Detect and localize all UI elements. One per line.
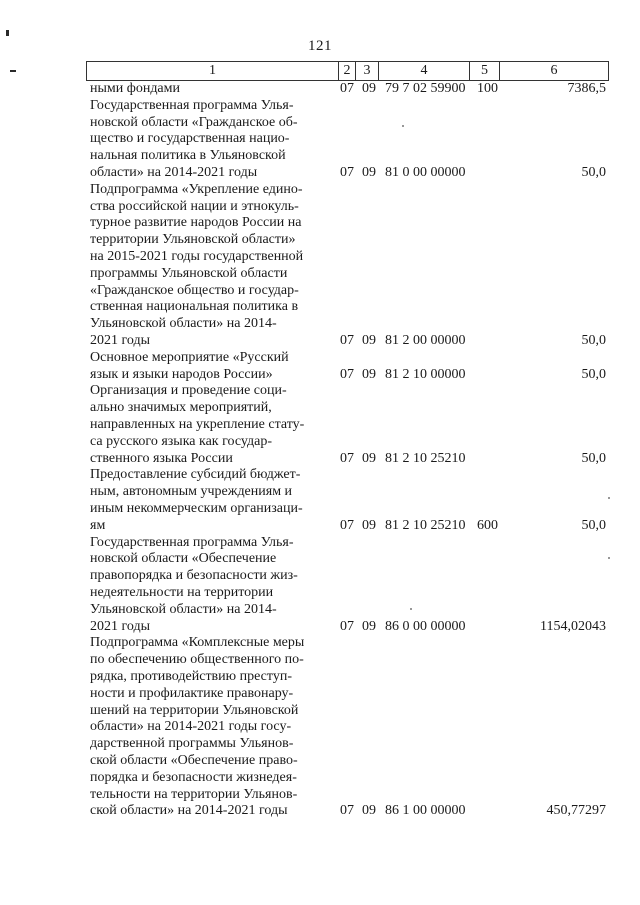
row-description-line: программы Ульяновской области [90,265,288,281]
row-amount: 7386,5 [567,81,606,96]
row-subsection-code: 09 [362,803,376,819]
row-amount: 50,0 [581,366,606,382]
row-description-line: 2021 годы [90,618,151,634]
page-number: 121 [308,38,332,54]
row-description-line: язык и языки народов России» [90,366,273,382]
row-description-line: правопорядка и безопасности жиз- [90,568,298,584]
row-description [90,350,335,384]
row-amount: 50,0 [581,333,606,348]
row-description-line: Подпрограмма «Комплексные меры [90,635,305,651]
row-subsection-code: 09 [362,333,376,348]
row-description-line: новской области «Гражданское об- [90,114,298,130]
row-description-line: Подпрограмма «Укрепление едино- [90,181,303,197]
row-section-code: 07 [340,165,354,180]
row-amount: 50,0 [581,165,606,180]
row-description [90,535,335,636]
row-description-line: территории Ульяновской области» [90,232,296,248]
row-description-line: ными фондами [90,81,181,96]
row-section-code: 07 [340,517,354,533]
row-description-line: направленных на укрепление стату- [90,416,305,432]
row-description-line: нальная политика в Ульяновской [90,148,286,164]
row-description-line: шений на территории Ульяновской [90,702,299,718]
row-amount: 450,77297 [546,803,606,819]
header-col-1: 1 [87,62,339,80]
row-description-line: ности и профилактике правонару- [90,685,294,701]
row-description-line: области» на 2014-2021 годы госу- [90,719,292,735]
row-description-line: Ульяновской области» на 2014- [90,316,277,332]
row-description-line: ально значимых мероприятий, [90,400,272,416]
row-description-line: рядка, противодействию преступ- [90,668,292,684]
row-description-line: дарственной программы Ульянов- [90,736,294,752]
row-description-line: тельности на территории Ульянов- [90,786,298,802]
header-col-5: 5 [470,62,500,80]
row-section-code: 07 [340,803,354,819]
row-section-code: 07 [340,366,354,382]
row-description [90,383,335,467]
row-target-article-code: 81 2 10 00000 [385,366,466,382]
row-description-line: Предоставление субсидий бюджет- [90,467,301,483]
row-description [90,182,335,350]
row-description-line: Организация и проведение соци- [90,383,287,399]
scan-dot [402,125,404,127]
header-col-2: 2 [339,62,356,80]
row-subsection-code: 09 [362,366,376,382]
row-description-line: 2021 годы [90,332,151,348]
row-description-line: са русского языка как государ- [90,433,272,449]
row-description-line: новской области «Обеспечение [90,551,277,567]
row-target-article-code: 81 2 10 25210 [385,450,466,466]
row-description [90,81,335,98]
row-section-code: 07 [340,81,354,96]
row-description-line: Государственная программа Улья- [90,97,294,113]
row-description-line: щество и государственная нацио- [90,131,290,147]
row-target-article-code: 79 7 02 59900 [385,81,466,96]
row-subsection-code: 09 [362,517,376,533]
row-expense-type-code: 100 [477,81,498,96]
row-description-line: Ульяновской области» на 2014- [90,601,277,617]
row-description-line: турное развитие народов России на [90,215,302,231]
row-description [90,98,335,182]
row-subsection-code: 09 [362,450,376,466]
row-target-article-code: 86 1 00 00000 [385,803,466,819]
row-target-article-code: 81 2 00 00000 [385,333,466,348]
row-description-line: ственного языка России [90,450,233,466]
table-header [86,61,609,81]
header-col-6: 6 [550,63,558,78]
row-expense-type-code: 600 [477,517,498,533]
header-col-3: 3 [356,62,379,80]
scan-mark [10,70,16,72]
row-section-code: 07 [340,333,354,348]
row-description-line: ственная национальная политика в [90,299,299,315]
row-section-code: 07 [340,450,354,466]
header-col-4: 4 [379,62,470,80]
row-description-line: по обеспечению общественного по- [90,652,304,668]
row-description-line: Основное мероприятие «Русский [90,349,289,365]
row-description-line: ства российской нации и этнокуль- [90,198,299,214]
row-subsection-code: 09 [362,165,376,180]
row-description-line: ской области «Обеспечение право- [90,752,298,768]
scan-dot [608,557,610,559]
row-description-line: иным некоммерческим организаци- [90,500,303,516]
row-section-code: 07 [340,618,354,634]
row-amount: 1154,02043 [540,618,606,634]
row-amount: 50,0 [581,450,606,466]
row-description [90,467,335,534]
row-description-line: порядка и безопасности жизнедея- [90,769,297,785]
row-amount: 50,0 [581,517,606,533]
row-target-article-code: 81 2 10 25210 [385,517,466,533]
row-description-line: ской области» на 2014-2021 годы [90,803,288,819]
row-description-line: ным, автономным учреждениям и [90,484,293,500]
scan-dot [608,497,610,499]
row-description-line: ям [90,517,106,533]
row-description-line: Государственная программа Улья- [90,534,294,550]
row-subsection-code: 09 [362,618,376,634]
row-subsection-code: 09 [362,81,376,96]
row-description-line: области» на 2014-2021 годы [90,164,258,180]
row-target-article-code: 86 0 00 00000 [385,618,466,634]
row-description [90,635,335,820]
row-target-article-code: 81 0 00 00000 [385,165,466,180]
scan-dot [410,608,412,610]
row-description-line: «Гражданское общество и государ- [90,282,299,298]
scan-mark [6,30,9,36]
row-description-line: недеятельности на территории [90,584,274,600]
row-description-line: на 2015-2021 годы государственной [90,248,304,264]
